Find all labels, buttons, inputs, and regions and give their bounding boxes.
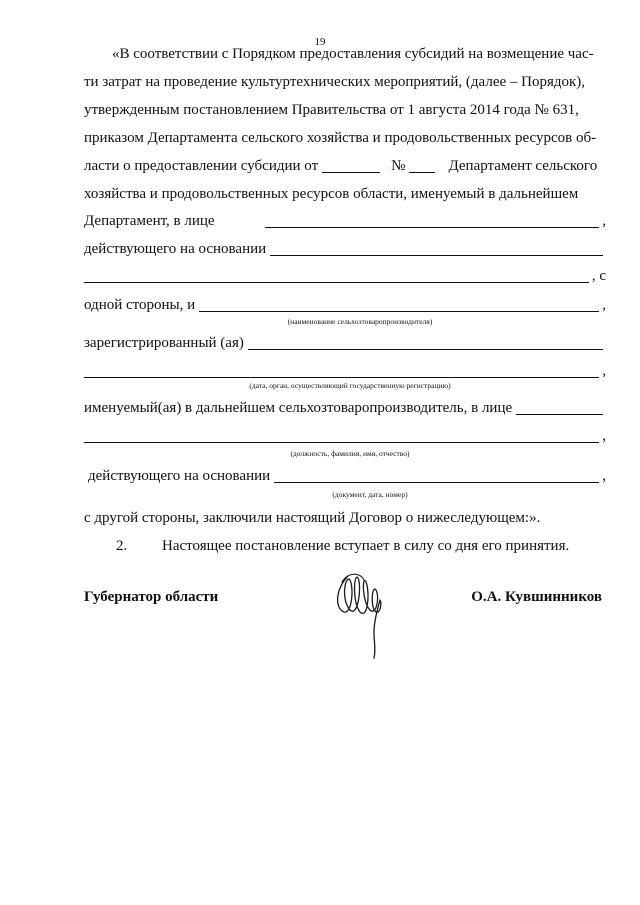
text-fragment: именуемый(ая) в дальнейшем сельхозтоваропроизводитель, в лице <box>84 400 513 416</box>
field-caption: (дата, орган, осуществляющий государственную регистрацию) <box>249 381 451 390</box>
text-fragment: зарегистрированный (ая) <box>84 335 244 351</box>
blank-field <box>270 242 603 256</box>
blank-field <box>84 364 599 378</box>
text-line <box>84 427 606 445</box>
blank-field <box>516 401 603 415</box>
page-number: 19 <box>314 36 326 48</box>
text-fragment: действующего на основании <box>84 241 267 257</box>
handwritten-signature <box>330 568 390 665</box>
text-fragment: Департамент, в лице <box>84 213 215 229</box>
text-line <box>84 399 606 417</box>
text-line <box>84 240 606 258</box>
signature-mark <box>330 568 390 660</box>
text-line <box>88 467 606 485</box>
text-fragment: ласти о предоставлении субсидии от <box>84 158 319 174</box>
text-fragment: одной стороны, и <box>84 297 196 313</box>
text-line: ти затрат на проведение культуртехнических мероприятий, (далее – Порядок), <box>84 74 586 90</box>
comma: , <box>602 428 606 444</box>
text-line: «В соответствии с Порядком предоставления субсидий на возмещение час- <box>112 46 594 62</box>
blank-field <box>84 269 589 283</box>
text-line: с другой стороны, заключили настоящий Договор о нижеследующем:». <box>84 510 541 526</box>
text-line <box>84 362 606 380</box>
blank-field <box>322 159 380 173</box>
text-line: утвержденным постановлением Правительства от 1 августа 2014 года № 631, <box>84 102 579 118</box>
item-text: Настоящее постановление вступает в силу со дня его принятия. <box>162 538 570 554</box>
text-fragment: Департамент сельского <box>448 158 598 174</box>
comma: , <box>602 213 606 229</box>
field-caption: (документ, дата, номер) <box>332 490 408 499</box>
blank-field <box>409 159 435 173</box>
text-line <box>84 212 606 230</box>
signatory-position: Губернатор области <box>84 589 219 605</box>
text-line <box>84 267 606 285</box>
text-fragment: № <box>391 158 406 174</box>
field-caption: (должность, фамилия, имя, отчество) <box>290 449 410 458</box>
field-caption: (наименование сельхозтоваропроизводителя) <box>287 317 433 326</box>
text-fragment: , с <box>591 268 606 284</box>
comma: , <box>602 468 606 484</box>
blank-field <box>84 429 599 443</box>
text-line: хозяйства и продовольственных ресурсов области, именуемый в дальнейшем <box>84 186 579 202</box>
text-fragment: действующего на основании <box>88 468 271 484</box>
blank-field <box>248 336 603 350</box>
text-line <box>84 296 606 314</box>
text-line: приказом Департамента сельского хозяйства и продовольственных ресурсов об- <box>84 130 597 146</box>
comma: , <box>602 363 606 379</box>
item-number: 2. <box>116 538 128 554</box>
signatory-name: О.А. Кувшинников <box>471 589 602 605</box>
blank-field <box>274 469 599 483</box>
blank-field <box>265 214 600 228</box>
blank-field <box>199 298 599 312</box>
text-line <box>84 334 606 352</box>
text-line <box>84 157 606 175</box>
comma: , <box>602 297 606 313</box>
